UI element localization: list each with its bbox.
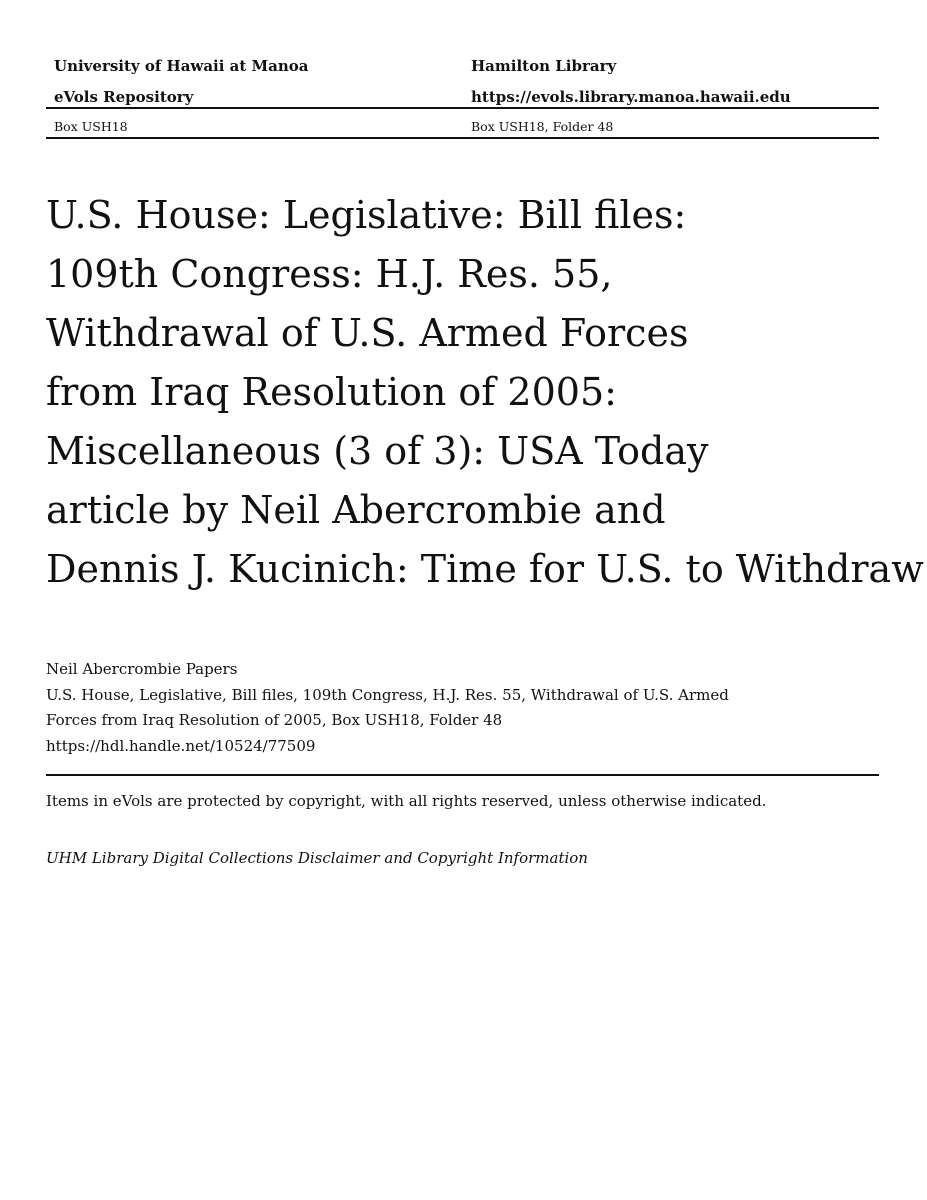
library-name: Hamilton Library: [471, 57, 617, 75]
document-title: [46, 186, 924, 599]
title-line: U.S. House: Legislative: Bill files:: [46, 193, 687, 237]
copyright-notice: Items in eVols are protected by copyright, with all rights reserved, unless otherwise indicated.: [46, 792, 767, 810]
box-divider: [46, 137, 879, 139]
title-line: article by Neil Abercrombie and: [46, 488, 666, 532]
citation-block: [46, 657, 879, 759]
institution-name: University of Hawaii at Manoa: [54, 57, 309, 75]
title-line: 109th Congress: H.J. Res. 55,: [46, 252, 613, 296]
header-divider: [46, 107, 879, 109]
collection-path-line: Forces from Iraq Resolution of 2005, Box USH18, Folder 48: [46, 711, 503, 729]
collection-path-line: U.S. House, Legislative, Bill files, 109th Congress, H.J. Res. 55, Withdrawal of U.S. Armed: [46, 685, 729, 704]
disclaimer-link[interactable]: UHM Library Digital Collections Disclaimer and Copyright Information: [46, 849, 588, 867]
box-label: Box USH18: [54, 119, 128, 134]
title-line: Withdrawal of U.S. Armed Forces: [46, 311, 689, 355]
repository-url[interactable]: https://evols.library.manoa.hawaii.edu: [471, 88, 791, 106]
title-line: from Iraq Resolution of 2005:: [46, 370, 617, 414]
title-line: Dennis J. Kucinich: Time for U.S. to Withdraw: [46, 547, 924, 591]
box-folder-label: Box USH18, Folder 48: [471, 119, 614, 134]
handle-link[interactable]: https://hdl.handle.net/10524/77509: [46, 736, 316, 755]
footer-divider: [46, 774, 879, 776]
collection-name: Neil Abercrombie Papers: [46, 660, 238, 678]
repository-name: eVols Repository: [54, 88, 194, 106]
title-line: Miscellaneous (3 of 3): USA Today: [46, 429, 709, 473]
